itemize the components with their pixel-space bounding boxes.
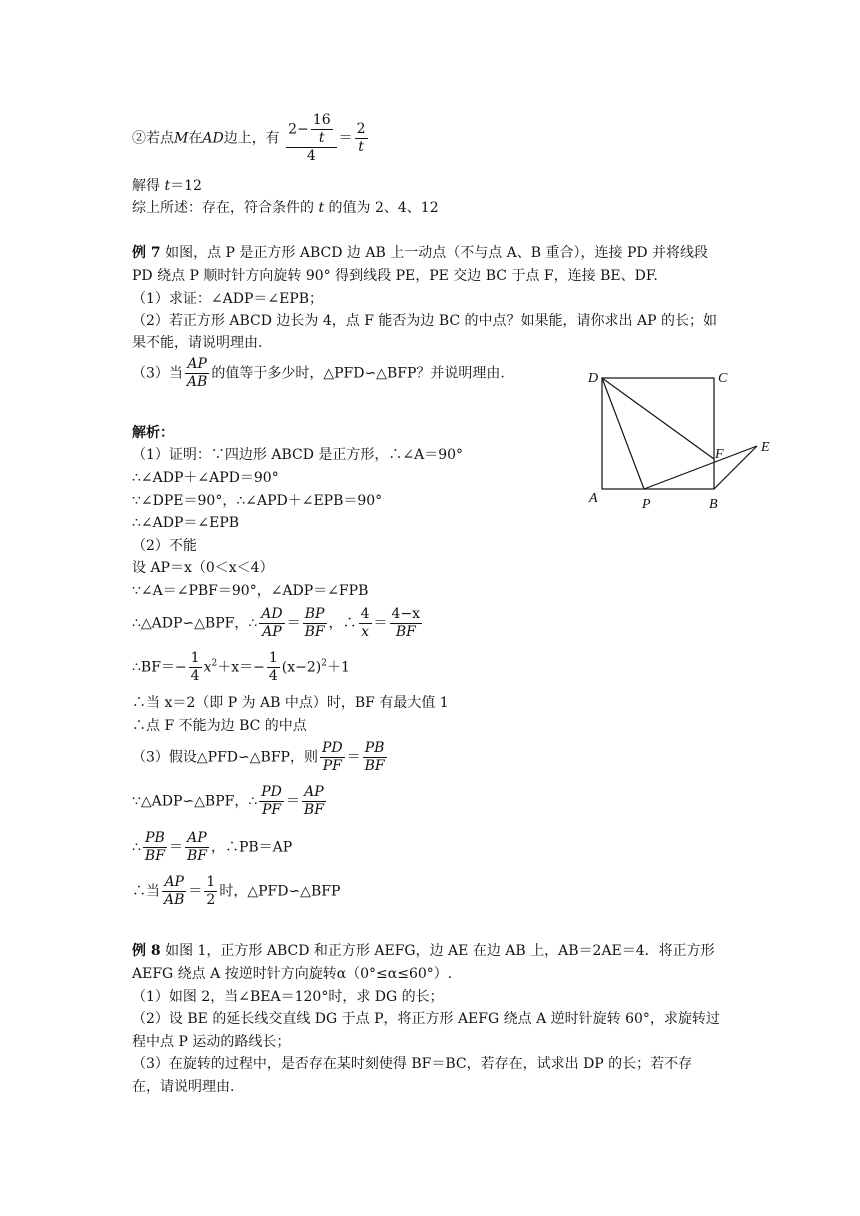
sol-line-8: ∴△ADP∽△BPF，∴ $\frac{AD}{AP}$ ＝ $\frac{BP}{BF}$ ，∴ $\frac{4}{x}$ ＝ $\frac{4-x}{BF}$ xyxy=(132,606,421,640)
label-a: A xyxy=(589,491,598,506)
ex8-line2: AEFG 绕点 A 按逆时针方向旋转α（0°≤α≤60°）. xyxy=(132,966,453,982)
summary-line: 综上所述：存在，符合条件的 t 的值为 2、4、12 xyxy=(132,200,439,216)
ex8-line1: 例 8 如图 1，正方形 ABCD 和正方形 AEFG，边 AE 在边 AB 上，AB＝2AE＝4．将正方形 xyxy=(132,943,715,959)
segment-dp xyxy=(602,378,644,489)
sol-line-2: ∴∠ADP＋∠APD＝90° xyxy=(132,470,279,486)
square-abcd xyxy=(602,378,714,489)
ex7-q1: （1）求证：∠ADP＝∠EPB； xyxy=(132,291,324,307)
segment-pe xyxy=(644,446,757,489)
solve-line: 解得 t＝12 xyxy=(132,178,202,194)
ex7-line2: PD 绕点 P 顺时针方向旋转 90° 得到线段 PE，PE 交边 BC 于点 F，连接 BE、DF. xyxy=(132,268,658,284)
case2-left-fraction: 2− $\frac{16}{t}$ 4 xyxy=(286,112,336,165)
sol-line-12: （3）假设△PFD∽△BFP，则 $\frac{PD}{PF}$ ＝ $\frac{PB}{BF}$ xyxy=(132,740,385,774)
ex8-q2b: 程中点 P 运动的路线长； xyxy=(132,1034,291,1050)
label-d: D xyxy=(588,371,599,386)
solution-title: 解析： xyxy=(132,425,174,441)
sol-line-7: ∵∠A＝∠PBF＝90°，∠ADP＝∠FPB xyxy=(132,583,369,599)
sol-line-4: ∴∠ADP＝∠EPB xyxy=(132,515,240,531)
ex7-line1: 例 7 如图，点 P 是正方形 ABCD 边 AB 上一动点（不与点 A、B 重合），连接 PD 并将线段 xyxy=(132,245,709,261)
sol-line-9: ∴BF＝− $\frac{1}{4}$ $x^2+x=-$ $\frac{1}{4}$ $(x-2)^2+1$ xyxy=(132,650,350,684)
sol-line-15: ∴当 $\frac{AP}{AB}$ ＝ $\frac{1}{2}$ 时，△PFD∽△BFP xyxy=(132,874,341,908)
ex7-q3-fraction: $\frac{AP}{AB}$ xyxy=(186,356,208,390)
ex7-label: 例 7 xyxy=(132,245,161,261)
label-b: B xyxy=(709,497,718,512)
square-figure xyxy=(580,362,780,522)
case2-right-fraction: $\frac{2}{t}$ xyxy=(356,121,366,155)
sol-line-11: ∴点 F 不能为边 BC 的中点 xyxy=(132,718,307,734)
ex7-q2a: （2）若正方形 ABCD 边长为 4，点 F 能否为边 BC 的中点？如果能，请你求出 AP 的长；如 xyxy=(132,313,717,329)
ex8-q3b: 在，请说明理由. xyxy=(132,1079,235,1095)
case2-line: ②若点M在AD边上，有 2− $\frac{16}{t}$ 4 ＝ $\frac{2}{t}$ xyxy=(132,112,366,164)
sol-line-1: （1）证明：∵四边形 ABCD 是正方形，∴∠A＝90° xyxy=(132,447,464,463)
label-p: P xyxy=(642,497,651,512)
sol-line-14: ∴ $\frac{PB}{BF}$ ＝ $\frac{AP}{BF}$ ，∴PB＝AP xyxy=(132,830,293,864)
label-f: F xyxy=(715,447,724,462)
sol-line-5: （2）不能 xyxy=(132,538,197,554)
ex8-label: 例 8 xyxy=(132,943,161,959)
segment-df xyxy=(602,378,714,459)
sol-line-3: ∵∠DPE＝90°，∴∠APD＋∠EPB＝90° xyxy=(132,493,383,509)
ex8-q2a: （2）设 BE 的延长线交直线 DG 于点 P，将正方形 AEFG 绕点 A 逆时针旋转 60°，求旋转过 xyxy=(132,1011,720,1027)
sol-line-6: 设 AP＝x（0＜x＜4） xyxy=(132,560,274,576)
ex8-q3a: （3）在旋转的过程中，是否存在某时刻使得 BF＝BC，若存在，试求出 DP 的长；若不存 xyxy=(132,1056,693,1072)
label-e: E xyxy=(761,440,770,455)
case2-inner-fraction: $\frac{16}{t}$ xyxy=(312,112,331,146)
sol-line-13: ∵△ADP∽△BPF，∴ $\frac{PD}{PF}$ ＝ $\frac{AP}{BF}$ xyxy=(132,784,324,818)
ex7-q2b: 果不能，请说明理由. xyxy=(132,335,263,351)
ex8-q1: （1）如图 2，当∠BEA＝120°时，求 DG 的长； xyxy=(132,989,444,1005)
sol-line-10: ∴当 x＝2（即 P 为 AB 中点）时，BF 有最大值 1 xyxy=(132,695,449,711)
label-c: C xyxy=(718,371,728,386)
ex7-q3: （3）当 $\frac{AP}{AB}$ 的值等于多少时，△PFD∽△BFP？并说明理由. xyxy=(132,356,505,390)
